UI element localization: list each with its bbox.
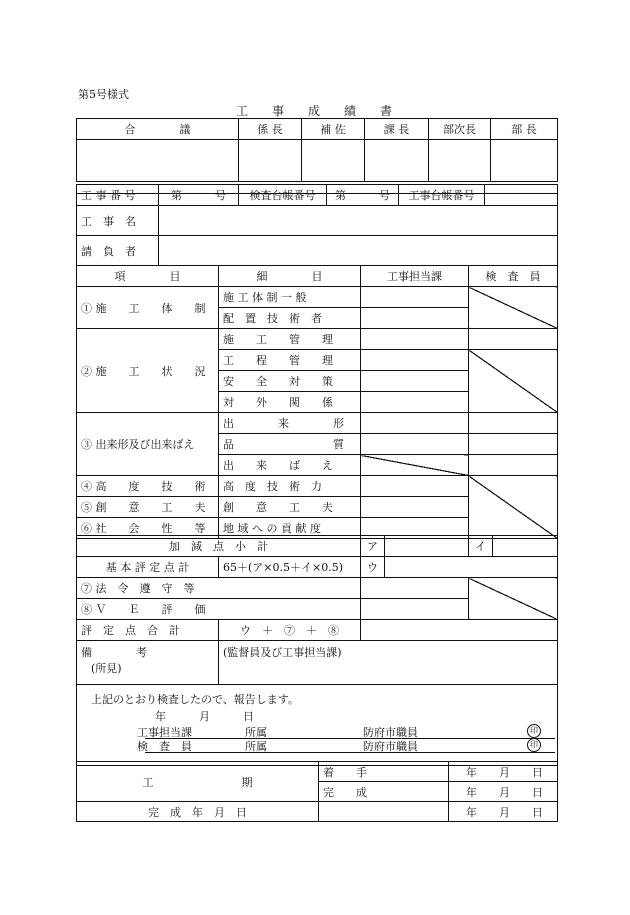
remarks-field[interactable]: [219, 641, 558, 685]
approval-council-stamp[interactable]: [77, 140, 239, 182]
completion-spacer: [319, 802, 449, 822]
contractor-field[interactable]: [159, 236, 558, 266]
remarks-label: [77, 641, 219, 685]
approval-chief-label: 係 長: [239, 119, 302, 140]
construction-ledger-field[interactable]: [485, 185, 558, 206]
report-inspector-role: 検 査 員: [137, 740, 192, 753]
project-name-label: 工 事 名: [77, 206, 159, 236]
subtotal-label: 加 減 点 小 計: [77, 536, 361, 557]
approval-deputy-director-label: 部次長: [429, 119, 491, 140]
remarks-sub-label: (所見): [91, 662, 122, 675]
item-2-dept-4[interactable]: [361, 392, 469, 413]
report-section: [77, 685, 558, 766]
evaluation-table: [76, 265, 558, 539]
item-header: 項 目: [77, 266, 219, 287]
item-2-inspector-top[interactable]: [469, 329, 558, 350]
item-1-dept-2[interactable]: [361, 308, 469, 329]
score-table: [76, 535, 558, 578]
adjustment-table: [76, 577, 558, 620]
evaluation-form: [76, 118, 558, 194]
item-4-sub-1: 高 度 技 術 力: [219, 476, 361, 497]
item-5-dept[interactable]: [361, 497, 469, 518]
item-1-sub-2: 配 置 技 術 者: [219, 308, 361, 329]
project-number-label: 工 事 番 号: [77, 185, 159, 206]
evaluation-header-row: [77, 266, 558, 287]
item-3-inspector-1[interactable]: [469, 413, 558, 434]
done-date[interactable]: 年 月 日: [449, 782, 558, 802]
detail-header: 細 目: [219, 266, 361, 287]
item-2-label: ② 施 工 状 況: [77, 329, 219, 413]
report-dept-seal[interactable]: 印: [527, 724, 541, 738]
report-divider: [145, 738, 555, 739]
contractor-label: 請 負 者: [77, 236, 159, 266]
item-1-sub-1: 施 工 体 制 一 般: [219, 287, 361, 308]
item-1-inspector: [469, 287, 558, 329]
start-date[interactable]: 年 月 日: [449, 762, 558, 782]
report-inspector-seal[interactable]: 印: [527, 738, 541, 752]
total-table: [76, 619, 558, 766]
approval-director-stamp[interactable]: [491, 140, 558, 182]
approval-chief-stamp[interactable]: [239, 140, 302, 182]
report-underline: [145, 752, 555, 753]
done-label: 完 成: [319, 782, 449, 802]
base-score-field[interactable]: [385, 557, 558, 578]
item-2-dept-1[interactable]: [361, 329, 469, 350]
project-number-field[interactable]: 第 号: [159, 185, 239, 206]
item-2-sub-4: 対 外 関 係: [219, 392, 361, 413]
project-info: [76, 184, 558, 266]
item-3-label: ③ 出来形及び出来ばえ: [77, 413, 219, 476]
remarks-label-text: 備 考: [81, 646, 147, 659]
item-3-dept-1[interactable]: [361, 413, 469, 434]
document-title: 工 事 成 績 書: [236, 104, 393, 118]
mark-i: イ: [469, 536, 493, 557]
mark-u: ウ: [361, 557, 385, 578]
compliance-dept[interactable]: [361, 578, 469, 599]
item-2-sub-2: 工 程 管 理: [219, 350, 361, 371]
item-4-dept[interactable]: [361, 476, 469, 497]
item-3-dept-2[interactable]: [361, 434, 469, 455]
adjustment-inspector: [469, 578, 558, 620]
item-5-label: ⑤ 創 意 工 夫: [77, 497, 219, 518]
remarks-note: (監督員及び工事担当課): [223, 646, 342, 659]
approval-section-head-label: 課 長: [365, 119, 429, 140]
base-score-formula: 65＋(ア×0.5＋イ×0.5): [219, 557, 361, 578]
item-2-inspector: [469, 350, 558, 413]
base-score-label: 基 本 評 定 点 計: [77, 557, 219, 578]
items-4-6-inspector: [469, 476, 558, 539]
item-3-dept-3: [361, 455, 469, 476]
report-dept-staff: 防府市職員: [363, 726, 418, 739]
completion-date[interactable]: 年 月 日: [449, 802, 558, 822]
item-3-inspector-2[interactable]: [469, 434, 558, 455]
completion-label: 完 成 年 月 日: [77, 802, 319, 822]
inspection-ledger-field[interactable]: 第 号: [327, 185, 399, 206]
inspector-header: 検 査 員: [469, 266, 558, 287]
item-2-sub-1: 施 工 管 理: [219, 329, 361, 350]
approval-stamp-row: [77, 140, 558, 182]
total-field[interactable]: [361, 620, 558, 641]
report-date: 年 月 日: [155, 710, 254, 723]
approval-section-head-stamp[interactable]: [365, 140, 429, 182]
report-text: 上記のとおり検査したので、報告します。: [91, 693, 299, 706]
approval-assistant-stamp[interactable]: [302, 140, 365, 182]
item-2-dept-3[interactable]: [361, 371, 469, 392]
item-5-sub-1: 創 意 工 夫: [219, 497, 361, 518]
ve-dept[interactable]: [361, 599, 469, 620]
approval-director-label: 部 長: [491, 119, 558, 140]
subtotal-dept-field[interactable]: [385, 536, 469, 557]
form-number: 第5号様式: [78, 88, 129, 101]
item-1-label: ① 施 工 体 制: [77, 287, 219, 329]
report-dept-role: 工事担当課: [137, 726, 192, 739]
item-3-sub-2: 品 質: [219, 434, 361, 455]
total-label: 評 定 点 合 計: [77, 620, 219, 641]
construction-ledger-label: 工事台帳番号: [399, 185, 485, 206]
item-6-sub-1: 地 域 へ の 貢 献 度: [219, 518, 361, 539]
report-inspector-affil: 所属: [245, 740, 267, 753]
report-row-inspector: [91, 738, 543, 752]
approval-assistant-label: 補 佐: [302, 119, 365, 140]
item-6-label: ⑥ 社 会 性 等: [77, 518, 219, 539]
item-3-inspector-3[interactable]: [469, 455, 558, 476]
item-4-label: ④ 高 度 技 術: [77, 476, 219, 497]
construction-period: [76, 761, 558, 822]
start-label: 着 手: [319, 762, 449, 782]
item-2-sub-3: 安 全 対 策: [219, 371, 361, 392]
ve-label: ⑧ Ｖ Ｅ 評 価: [77, 599, 361, 620]
subtotal-inspector-field[interactable]: [493, 536, 558, 557]
item-2-dept-2[interactable]: [361, 350, 469, 371]
total-formula: ウ ＋ ⑦ ＋ ⑧: [219, 620, 361, 641]
report-inspector-staff: 防府市職員: [363, 740, 418, 753]
compliance-label: ⑦ 法 令 遵 守 等: [77, 578, 361, 599]
inspection-ledger-label: 検査台帳番号: [239, 185, 327, 206]
project-name-field[interactable]: [159, 206, 558, 236]
approval-deputy-director-stamp[interactable]: [429, 140, 491, 182]
dept-header: 工事担当課: [361, 266, 469, 287]
mark-a: ア: [361, 536, 385, 557]
item-3-sub-3: 出 来 ば え: [219, 455, 361, 476]
approval-header-row: [77, 119, 558, 140]
item-1-dept-1[interactable]: [361, 287, 469, 308]
report-dept-affil: 所属: [245, 726, 267, 739]
report-row-dept: [91, 724, 543, 738]
period-label: 工 期: [77, 762, 319, 802]
item-3-sub-1: 出 来 形: [219, 413, 361, 434]
approval-council-label: 合 議: [77, 119, 239, 140]
